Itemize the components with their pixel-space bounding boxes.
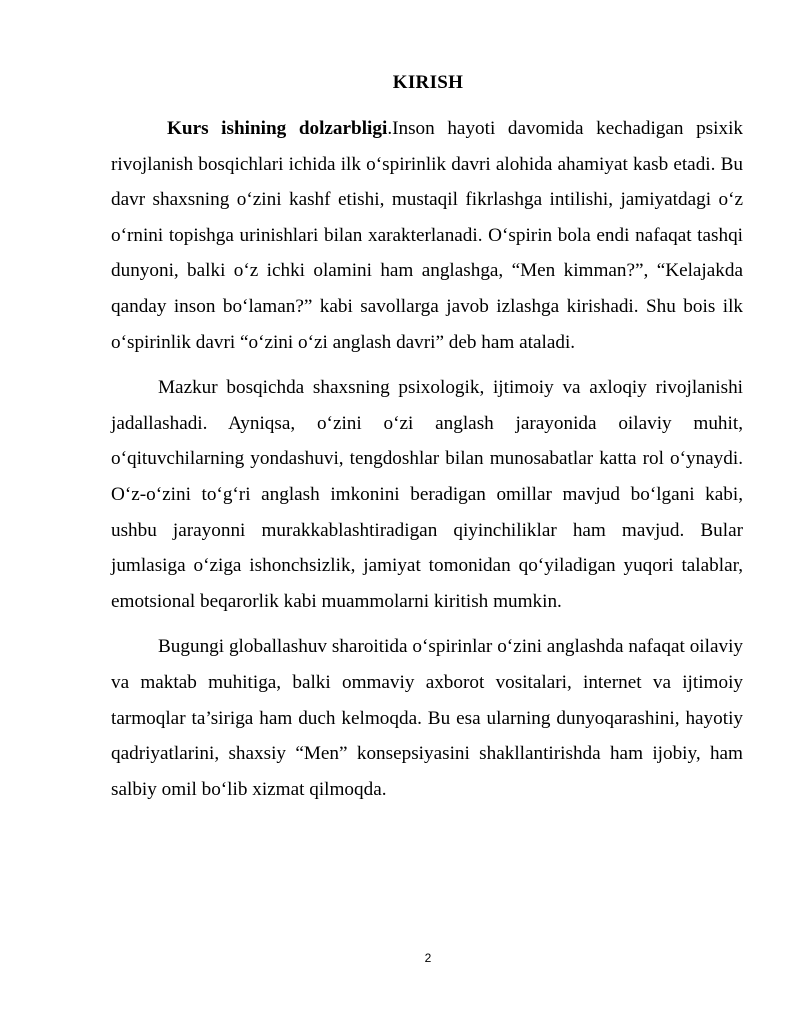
paragraph-text: .Inson hayoti davomida kechadigan psixik rivojlanish bosqichlari ichida ilk o‘spirinlik davri alohida ahamiyat kasb etadi. Bu davr shaxsning o‘zini kashf etishi, mustaqil fikrlashga intilishi, jamiyatdagi o‘z o‘rnini topishga urinishlari bilan xarakterlanadi. O‘spirin bola endi nafaqat tashqi dunyoni, balki o‘z ichki olamini ham anglashga, “Men kimman?”, “Kelajakda qanday inson bo‘laman?” kabi savollarga javob izlashga kirishadi. Shu bois ilk o‘spirinlik davri “o‘zini o‘zi anglash davri” deb ham ataladi. [111, 118, 743, 353]
paragraph-text: Bugungi globallashuv sharoitida o‘spirinlar o‘zini anglashda nafaqat oilaviy va maktab muhitiga, balki ommaviy axborot vositalari, internet va ijtimoiy tarmoqlar ta’siriga ham duch kelmoqda. Bu esa ularning dunyoqarashini, hayotiy qadriyatlarini, shaxsiy “Men” konsepsiyasini shakllantirishda ham ijobiy, ham salbiy omil bo‘lib xizmat qilmoqda. [111, 636, 743, 800]
paragraph-2 [111, 370, 743, 619]
paragraph-text: Mazkur bosqichda shaxsning psixologik, ijtimoiy va axloqiy rivojlanishi jadallashadi. Ayniqsa, o‘zini o‘zi anglash jarayonida oilaviy muhit, o‘qituvchilarning yondashuvi, tengdoshlar bilan munosabatlar katta rol o‘ynaydi. O‘z-o‘zini to‘g‘ri anglash imkonini beradigan omillar mavjud bo‘lgani kabi, ushbu jarayonni murakkablashtiradigan qiyinchiliklar ham mavjud. Bular jumlasiga o‘ziga ishonchsizlik, jamiyat tomonidan qo‘yiladigan yuqori talablar, emotsional beqarorlik kabi muammolarni kiritish mumkin. [111, 377, 743, 612]
page-title: KIRISH [392, 72, 464, 93]
paragraph-lead: Kurs ishining dolzarbligi [167, 118, 388, 139]
paragraph-1 [111, 111, 743, 360]
page-number: 2 [424, 951, 432, 965]
paragraph-3 [111, 629, 743, 807]
document-body [111, 111, 743, 817]
